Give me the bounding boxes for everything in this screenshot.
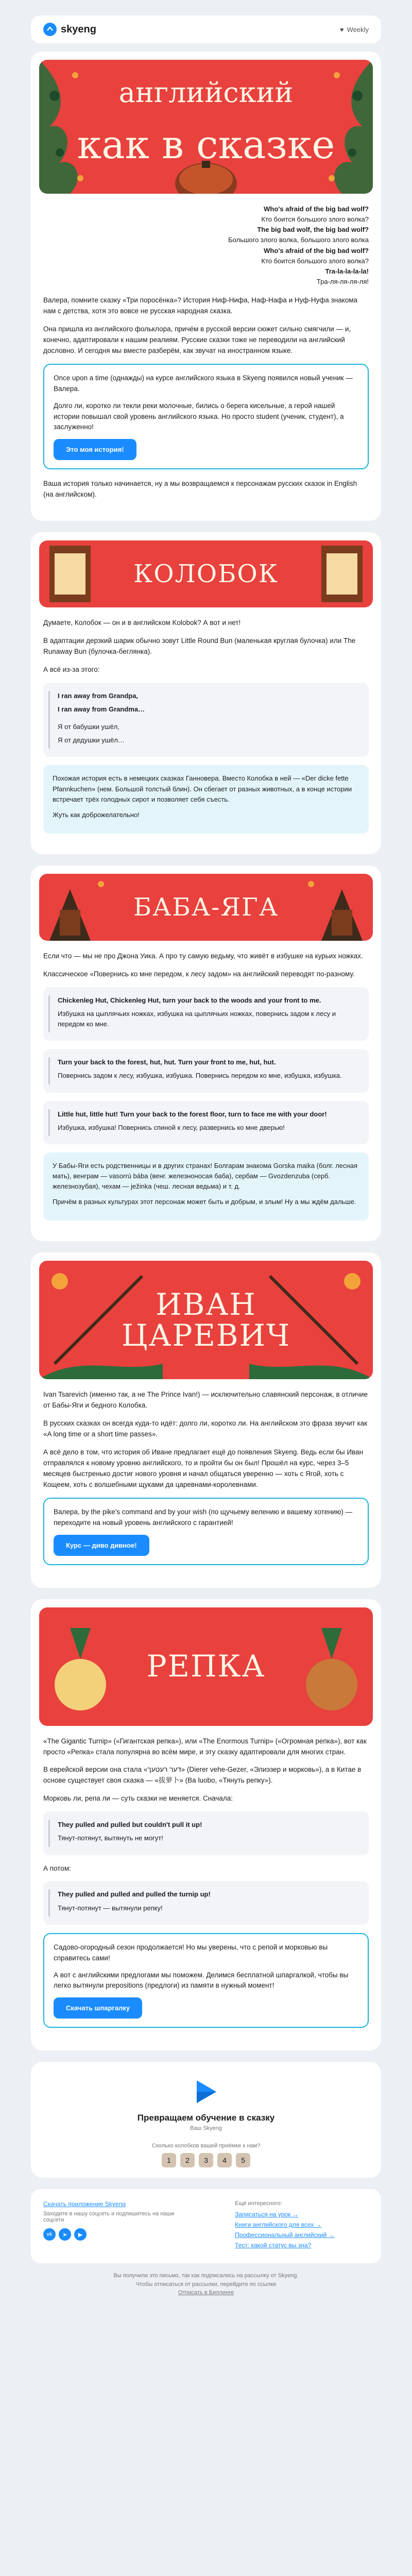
rating-kolobok-icon[interactable]: 2 bbox=[180, 2153, 195, 2167]
ivan-title: ИВАН ЦАРЕВИЧ bbox=[122, 1286, 290, 1353]
ivan-paragraph: Ivan Tsarevich (именно так, а не The Prince Ivan!) — исключительно славянский персонаж, в отличие от Бабы-Яги и бедного Колобка. bbox=[43, 1391, 368, 1410]
kolobok-quote bbox=[43, 683, 369, 757]
rating-kolobok-icon[interactable]: 1 bbox=[162, 2153, 176, 2167]
quote-line: They pulled and pulled and pulled the turnip up! bbox=[58, 1890, 211, 1899]
repka-banner bbox=[39, 1607, 373, 1726]
signature-card bbox=[31, 2062, 381, 2178]
repka-quote bbox=[43, 1881, 369, 1924]
quote-line: Повернись задом к лесу, избушка, избушка. Повернись передом ко мне, избушка, избушка. bbox=[58, 1072, 342, 1080]
promo-text: А вот с английскими предлогами мы поможем. Делимся бесплатной шпаргалкой, чтобы вы легко вытянули prepositions (предлоги) из памяти в нужный момент! bbox=[54, 1971, 349, 1990]
quote-line: I ran away from Grandpa, bbox=[58, 691, 139, 700]
baba-paragraph: Если что — мы не про Джона Уика. А про ту самую ведьму, что живёт в избушке на курьих ножках. bbox=[43, 952, 363, 960]
kolobok-banner bbox=[39, 540, 373, 607]
verse-line: Who's afraid of the big bad wolf? bbox=[264, 246, 369, 255]
quote-line: Тянут-потянут, вытянуть не могут! bbox=[58, 1834, 163, 1842]
ivan-promo-box bbox=[43, 1498, 369, 1565]
rating-kolobok-icon[interactable]: 3 bbox=[199, 2153, 213, 2167]
app-description: Заходите в нашу соцсеть и подпишитесь на наши соцсети bbox=[43, 2211, 175, 2224]
info-text: Похожая история есть в немецких сказках Ганновера. Вместо Колобка в ней — «Der dicke fette Pfannkuchen» (нем. Большой толстый блин). Он сбегает от разных животных, а в конце истории встречает трёх голодных сирот и позволяет себя съесть. bbox=[53, 774, 352, 803]
verse-line: Tra-la-la-la-la! bbox=[325, 267, 369, 275]
social-links bbox=[43, 2228, 177, 2241]
repka-paragraph: В еврейской версии она стала «דער רעטעך» (Dierer vehe-Gezer, «Элиэзер и морковь»), а в Китае в основе существует своя сказка — «拔萝卜» (Ba luobo, «Тянуть репку»). bbox=[43, 1766, 362, 1785]
skyeng-play-icon bbox=[192, 2077, 220, 2106]
app-download-link[interactable]: Скачать приложение Skyeng bbox=[43, 2200, 126, 2208]
footer-link[interactable]: Книги английского для всех → bbox=[235, 2221, 322, 2229]
repka-quote bbox=[43, 1811, 369, 1855]
quote-line: Тянут-потянут — вытянули репку! bbox=[58, 1904, 163, 1912]
verse-line: Кто боится большого злого волка? bbox=[261, 215, 369, 224]
download-cheatsheet-button[interactable]: Скачать шпаргалку bbox=[54, 1997, 142, 2019]
verse-line: The big bad wolf, the big bad wolf? bbox=[257, 226, 369, 234]
quote-line: Chickenleg Hut, Chickenleg Hut, turn your back to the woods and your front to me. bbox=[58, 996, 321, 1004]
course-button[interactable]: Курс — диво дивное! bbox=[54, 1535, 149, 1556]
verse-line: Who's afraid of the big bad wolf? bbox=[264, 205, 369, 213]
quote-line: I ran away from Grandma… bbox=[58, 705, 145, 714]
baba-yaga-title: БАБА-ЯГА bbox=[133, 892, 279, 922]
quote-line: Я от бабушки ушёл, bbox=[58, 723, 119, 731]
rating-kolobok-icon[interactable]: 4 bbox=[217, 2153, 232, 2167]
repka-promo-box bbox=[43, 1933, 369, 2028]
baba-yaga-card bbox=[31, 866, 381, 1241]
intro-paragraph: Валера, помните сказку «Три поросёнка»? История Ниф-Нифа, Наф-Нафа и Нуф-Нуфа знакома нам с детства, хотя это вовсе не русская народная сказка. bbox=[43, 296, 358, 315]
promo-text: Долго ли, коротко ли текли реки молочные, бились о берега кисельные, а герой нашей истории повышал свой уровень английского языка. Но просто student (ученик, студент), а заслуженно! bbox=[54, 401, 344, 431]
verse-line: Тра-ля-ля-ля-ля! bbox=[316, 277, 369, 285]
brand-logo[interactable] bbox=[43, 23, 96, 36]
wolf-verse bbox=[43, 204, 369, 287]
legal-notes bbox=[31, 2272, 381, 2297]
hero-title-line1: английский bbox=[118, 76, 294, 109]
brand-name: skyeng bbox=[61, 23, 96, 35]
youtube-icon[interactable]: ▶ bbox=[74, 2228, 87, 2241]
kolobok-paragraph: В адаптации дерзкий шарик обычно зовут Little Round Bun (маленькая круглая булочка) или The Runaway Bun (булочка-беглянка). bbox=[43, 637, 356, 656]
verse-line: Кто боится большого злого волка? bbox=[261, 257, 369, 265]
repka-paragraph: А потом: bbox=[43, 1864, 71, 1872]
baba-quote bbox=[43, 987, 369, 1041]
quote-line: Избушка, избушка! Повернись спиной к лесу, развернись ко мне дверью! bbox=[58, 1123, 285, 1131]
quote-line: Turn your back to the forest, hut, hut. Turn your front to me, hut, hut. bbox=[58, 1058, 276, 1066]
intro-paragraph: Ваша история только начинается, ну а мы возвращаемся к персонажам русских сказок in English (на английском). bbox=[43, 480, 357, 499]
legal-line: Вы получили это письмо, так как подписались на рассылку от Skyeng. bbox=[113, 2273, 299, 2279]
promo-text: Садово-огородный сезон продолжается! Но мы уверены, что с репой и морковью вы справитесь сами! bbox=[54, 1943, 328, 1962]
hero-title-line2: как в сказке bbox=[77, 122, 335, 167]
signature-title: Превращаем обучение в сказку bbox=[137, 2113, 275, 2123]
baba-quote bbox=[43, 1049, 369, 1092]
quote-line: Избушка на цыплячьих ножках, избушка на цыплячьих ножках, повернись задом к лесу и передом ко мне. bbox=[58, 1009, 336, 1028]
ivan-paragraph: В русских сказках он всегда куда-то идёт: долго ли, коротко ли. На английском это фраза звучит как «A long time or a short time passes». bbox=[43, 1419, 368, 1438]
baba-paragraph: Классическое «Повернись ко мне передом, к лесу задом» на английский переводят по-разному. bbox=[43, 970, 355, 978]
kolobok-info bbox=[43, 765, 369, 834]
quote-line: Little hut, little hut! Turn your back to the forest floor, turn to face me with your door! bbox=[58, 1110, 327, 1118]
weekly-text: Weekly bbox=[347, 25, 369, 33]
info-text: Жуть как доброжелательно! bbox=[53, 810, 140, 819]
repka-title: РЕПКА bbox=[146, 1649, 266, 1684]
footer-link[interactable]: Тест: какой статус вы зна? bbox=[235, 2242, 312, 2249]
repka-paragraph: «The Gigantic Turnip» («Гигантская репка»), или «The Enormous Turnip» («Огромная репка»), вот как просто «Репка» стала популярна во всём мире, и эту сказку адаптировали для многих стран. bbox=[43, 1737, 367, 1756]
promo-box bbox=[43, 364, 369, 470]
unsubscribe-link[interactable]: Отписать в Биллинге bbox=[178, 2290, 234, 2296]
skyeng-logo-icon bbox=[43, 23, 57, 36]
footer-link[interactable]: Записаться на урок → bbox=[235, 2211, 299, 2218]
promo-text: Once upon a time (однажды) на курсе английского языка в Skyeng появился новый ученик — Валера. bbox=[54, 374, 353, 393]
rating-row bbox=[31, 2153, 381, 2167]
baba-quote bbox=[43, 1101, 369, 1144]
kolobok-paragraph: Думаете, Колобок — он и в английском Kolobok? А вот и нет! bbox=[43, 619, 241, 627]
telegram-icon[interactable]: ➤ bbox=[59, 2228, 71, 2241]
rating-question: Сколько колобков вашей приёмке к нам? bbox=[151, 2143, 261, 2149]
rating bbox=[31, 2143, 381, 2167]
verse-line: Большого злого волка, большого злого волка bbox=[228, 236, 369, 244]
signature-sub: Ваш Skyeng bbox=[190, 2125, 222, 2132]
intro-paragraph: Она пришла из английского фольклора, причём в русской версии сюжет сильно смягчили — и, конечно, адаптировали к нашим реалиям. Русские сказки тоже не переводили на английский дословно. И сегодня мы вместе разберём, как звучат на иностранном языке. bbox=[43, 325, 351, 354]
top-bar bbox=[31, 15, 381, 43]
kolobok-card bbox=[31, 532, 381, 854]
quote-line: Я от дедушки ушёл… bbox=[58, 736, 125, 744]
baba-info bbox=[43, 1153, 369, 1221]
my-story-button[interactable]: Это моя история! bbox=[54, 439, 136, 460]
ivan-paragraph: А всё дело в том, что история об Иване предлагает ещё до появления Skyeng. Ведь если бы Иван отправлялся к новому уровню английского, то и пройти бы он был! Прошёл на курс, через 3–5 месяцев быстренько достиг нового уровня и начал общаться уверенно — хоть с Ягой, хоть с Кощеем, хоть с волшебными щуками да царевнами-королевнами. bbox=[43, 1448, 364, 1488]
repka-card bbox=[31, 1599, 381, 2051]
legal-line: Чтобы отписаться от рассылки, перейдите по ссылке bbox=[135, 2281, 277, 2287]
ivan-banner bbox=[39, 1261, 373, 1379]
promo-text: Валера, by the pike's command and by your wish (по щучьему велению и вашему хотению) — переходите на новый уровень английского с гарантией! bbox=[54, 1507, 353, 1527]
faq-title: Ещё интересного: bbox=[235, 2200, 282, 2207]
info-text: У Бабы-Яги есть родственницы и в других странах! Болгарам знакома Gorska maika (болг. лесная мать), венграм — vasorrú bába (венг. железноносая баба), сербам — Gvozdenzuba (серб. железнозубая), чехам — ježinka (чеш. лесная ведьма) и т. д. bbox=[53, 1161, 357, 1191]
kolobok-title: КОЛОБОК bbox=[133, 559, 279, 588]
info-text: Причём в разных культурах этот персонаж может быть и добрым, и злым! Ну а мы ждём дальше. bbox=[53, 1198, 356, 1206]
rating-kolobok-icon[interactable]: 5 bbox=[236, 2153, 250, 2167]
footer bbox=[31, 2189, 381, 2263]
ivan-card bbox=[31, 1252, 381, 1587]
kolobok-paragraph: А всё из-за этого: bbox=[43, 665, 100, 673]
heart-icon: ♥ bbox=[339, 25, 344, 33]
quote-line: They pulled and pulled but couldn't pull it up! bbox=[58, 1821, 202, 1829]
vk-icon[interactable]: vk bbox=[43, 2228, 56, 2241]
repka-paragraph: Морковь ли, репа ли — суть сказки не меняется. Сначала: bbox=[43, 1794, 233, 1803]
weekly-label bbox=[340, 26, 369, 33]
baba-yaga-banner bbox=[39, 874, 373, 941]
hero-banner bbox=[39, 60, 373, 194]
intro-card bbox=[31, 52, 381, 521]
footer-link[interactable]: Профессиональный английский → bbox=[235, 2231, 335, 2239]
